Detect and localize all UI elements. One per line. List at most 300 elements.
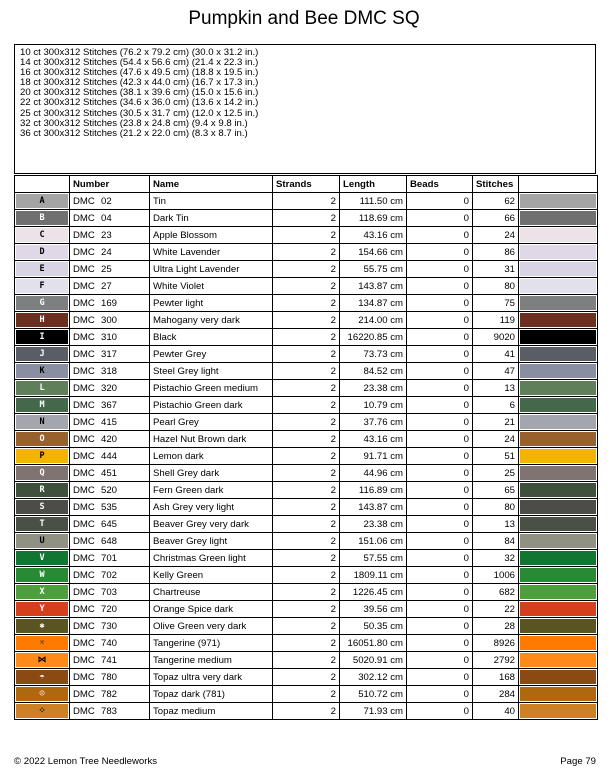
color-swatch [520, 704, 596, 718]
brand-label: DMC [73, 246, 95, 258]
brand-label: DMC [73, 263, 95, 275]
thread-number: 730 [101, 620, 118, 632]
length-cell: 43.16 cm [340, 227, 407, 244]
strands-cell: 2 [273, 652, 340, 669]
symbol-cell [15, 329, 70, 346]
name-cell: Chartreuse [150, 584, 273, 601]
symbol-cell [15, 703, 70, 720]
beads-cell: 0 [407, 601, 473, 618]
stitches-cell: 24 [473, 431, 519, 448]
thread-number: 702 [101, 569, 118, 581]
name-cell: Ash Grey very light [150, 499, 273, 516]
beads-cell: 0 [407, 227, 473, 244]
symbol-cell [15, 669, 70, 686]
color-swatch [520, 432, 596, 446]
swatch-cell [519, 686, 598, 703]
symbol-cell [15, 618, 70, 635]
symbol-box: A [16, 194, 68, 208]
brand-label: DMC [73, 450, 95, 462]
header-strands: Strands [273, 176, 340, 193]
thread-number: 645 [101, 518, 118, 530]
beads-cell: 0 [407, 652, 473, 669]
symbol-cell [15, 295, 70, 312]
symbol-cell [15, 244, 70, 261]
stitches-cell: 47 [473, 363, 519, 380]
thread-table [14, 175, 598, 720]
table-row [15, 329, 598, 346]
length-cell: 111.50 cm [340, 193, 407, 210]
page-number: Page 79 [560, 756, 596, 767]
fabric-size-line: 36 ct 300x312 Stitches (21.2 x 22.0 cm) (8.3 x 8.7 in.) [20, 127, 248, 139]
symbol-box: ☼ [16, 636, 68, 650]
number-cell [70, 363, 150, 380]
stitches-cell: 80 [473, 278, 519, 295]
number-cell [70, 533, 150, 550]
header-swatch [519, 176, 598, 193]
name-cell: Hazel Nut Brown dark [150, 431, 273, 448]
name-cell: Steel Grey light [150, 363, 273, 380]
length-cell: 116.89 cm [340, 482, 407, 499]
table-row [15, 465, 598, 482]
table-row [15, 363, 598, 380]
page-title: Pumpkin and Bee DMC SQ [188, 8, 420, 29]
copyright-text: © 2022 Lemon Tree Needleworks [14, 756, 158, 767]
beads-cell: 0 [407, 329, 473, 346]
symbol-cell [15, 550, 70, 567]
symbol-box: K [16, 364, 68, 378]
name-cell: Beaver Grey light [150, 533, 273, 550]
thread-number: 27 [101, 280, 112, 292]
length-cell: 5020.91 cm [340, 652, 407, 669]
brand-label: DMC [73, 688, 95, 700]
color-swatch [520, 670, 596, 684]
brand-label: DMC [73, 348, 95, 360]
fabric-size-line: 14 ct 300x312 Stitches (54.4 x 56.6 cm) (21.4 x 22.3 in.) [20, 57, 259, 69]
symbol-box: H [16, 313, 68, 327]
symbol-cell [15, 397, 70, 414]
strands-cell: 2 [273, 533, 340, 550]
symbol-cell [15, 227, 70, 244]
beads-cell: 0 [407, 448, 473, 465]
beads-cell: 0 [407, 516, 473, 533]
beads-cell: 0 [407, 584, 473, 601]
name-cell: Topaz ultra very dark [150, 669, 273, 686]
name-cell: Pewter Grey [150, 346, 273, 363]
length-cell: 71.93 cm [340, 703, 407, 720]
swatch-cell [519, 431, 598, 448]
swatch-cell [519, 295, 598, 312]
length-cell: 16051.80 cm [340, 635, 407, 652]
color-swatch [520, 381, 596, 395]
thread-number: 451 [101, 467, 118, 479]
length-cell: 91.71 cm [340, 448, 407, 465]
symbol-cell [15, 448, 70, 465]
table-row [15, 482, 598, 499]
table-row [15, 567, 598, 584]
color-swatch [520, 330, 596, 344]
color-swatch [520, 364, 596, 378]
strands-cell: 2 [273, 363, 340, 380]
table-header-row [15, 176, 598, 193]
swatch-cell [519, 516, 598, 533]
number-cell [70, 244, 150, 261]
beads-cell: 0 [407, 346, 473, 363]
fabric-size-line: 10 ct 300x312 Stitches (76.2 x 79.2 cm) (30.0 x 31.2 in.) [20, 47, 259, 58]
length-cell: 1226.45 cm [340, 584, 407, 601]
brand-label: DMC [73, 416, 95, 428]
stitches-cell: 84 [473, 533, 519, 550]
number-cell [70, 703, 150, 720]
name-cell: Black [150, 329, 273, 346]
number-cell [70, 635, 150, 652]
length-cell: 50.35 cm [340, 618, 407, 635]
stitches-cell: 24 [473, 227, 519, 244]
symbol-box: Q [16, 466, 68, 480]
stitches-cell: 9020 [473, 329, 519, 346]
length-cell: 57.55 cm [340, 550, 407, 567]
beads-cell: 0 [407, 193, 473, 210]
number-cell [70, 193, 150, 210]
table-row [15, 584, 598, 601]
brand-label: DMC [73, 535, 95, 547]
number-cell [70, 210, 150, 227]
thread-number: 169 [101, 297, 118, 309]
thread-number: 318 [101, 365, 118, 377]
table-row [15, 669, 598, 686]
name-cell: Mahogany very dark [150, 312, 273, 329]
thread-number: 520 [101, 484, 118, 496]
brand-label: DMC [73, 705, 95, 717]
number-cell [70, 312, 150, 329]
length-cell: 151.06 cm [340, 533, 407, 550]
beads-cell: 0 [407, 278, 473, 295]
number-cell [70, 346, 150, 363]
length-cell: 55.75 cm [340, 261, 407, 278]
thread-number: 740 [101, 637, 118, 649]
color-swatch [520, 313, 596, 327]
fabric-sizes-box [14, 44, 596, 174]
brand-label: DMC [73, 569, 95, 581]
symbol-box: N [16, 415, 68, 429]
symbol-cell [15, 686, 70, 703]
strands-cell: 2 [273, 601, 340, 618]
strands-cell: 2 [273, 329, 340, 346]
stitches-cell: 2792 [473, 652, 519, 669]
header-beads: Beads [407, 176, 473, 193]
brand-label: DMC [73, 229, 95, 241]
swatch-cell [519, 261, 598, 278]
swatch-cell [519, 193, 598, 210]
table-row [15, 227, 598, 244]
stitches-cell: 1006 [473, 567, 519, 584]
number-cell [70, 601, 150, 618]
symbol-box: W [16, 568, 68, 582]
strands-cell: 2 [273, 244, 340, 261]
brand-label: DMC [73, 212, 95, 224]
symbol-box: ☂ [16, 670, 68, 684]
table-row [15, 703, 598, 720]
swatch-cell [519, 210, 598, 227]
name-cell: Pistachio Green dark [150, 397, 273, 414]
length-cell: 510.72 cm [340, 686, 407, 703]
swatch-cell [519, 533, 598, 550]
brand-label: DMC [73, 586, 95, 598]
length-cell: 118.69 cm [340, 210, 407, 227]
fabric-size-line: 32 ct 300x312 Stitches (23.8 x 24.8 cm) (9.4 x 9.8 in.) [20, 117, 248, 129]
beads-cell: 0 [407, 567, 473, 584]
stitches-cell: 51 [473, 448, 519, 465]
thread-number: 720 [101, 603, 118, 615]
brand-label: DMC [73, 433, 95, 445]
symbol-box: ⋈ [16, 653, 68, 667]
color-swatch [520, 653, 596, 667]
swatch-cell [519, 227, 598, 244]
symbol-box: P [16, 449, 68, 463]
color-swatch [520, 415, 596, 429]
beads-cell: 0 [407, 210, 473, 227]
strands-cell: 2 [273, 499, 340, 516]
swatch-cell [519, 312, 598, 329]
symbol-box: L [16, 381, 68, 395]
symbol-cell [15, 431, 70, 448]
thread-number: 02 [101, 195, 112, 207]
brand-label: DMC [73, 280, 95, 292]
number-cell [70, 652, 150, 669]
brand-label: DMC [73, 365, 95, 377]
beads-cell: 0 [407, 431, 473, 448]
stitches-cell: 119 [473, 312, 519, 329]
number-cell [70, 278, 150, 295]
swatch-cell [519, 380, 598, 397]
table-row [15, 550, 598, 567]
thread-number: 25 [101, 263, 112, 275]
strands-cell: 2 [273, 703, 340, 720]
fabric-size-line: 20 ct 300x312 Stitches (38.1 x 39.6 cm) (15.0 x 15.6 in.) [20, 87, 259, 99]
stitches-cell: 62 [473, 193, 519, 210]
table-row [15, 618, 598, 635]
strands-cell: 2 [273, 210, 340, 227]
beads-cell: 0 [407, 295, 473, 312]
strands-cell: 2 [273, 567, 340, 584]
color-swatch [520, 585, 596, 599]
name-cell: Tangerine (971) [150, 635, 273, 652]
color-swatch [520, 568, 596, 582]
beads-cell: 0 [407, 414, 473, 431]
brand-label: DMC [73, 671, 95, 683]
strands-cell: 2 [273, 448, 340, 465]
swatch-cell [519, 363, 598, 380]
length-cell: 39.56 cm [340, 601, 407, 618]
beads-cell: 0 [407, 499, 473, 516]
beads-cell: 0 [407, 363, 473, 380]
table-row [15, 635, 598, 652]
symbol-box: ☺ [16, 687, 68, 701]
symbol-box: B [16, 211, 68, 225]
number-cell [70, 397, 150, 414]
symbol-box: U [16, 534, 68, 548]
name-cell: Topaz dark (781) [150, 686, 273, 703]
color-swatch [520, 534, 596, 548]
symbol-cell [15, 499, 70, 516]
thread-number: 420 [101, 433, 118, 445]
thread-number: 320 [101, 382, 118, 394]
table-row [15, 533, 598, 550]
color-swatch [520, 483, 596, 497]
number-cell [70, 669, 150, 686]
color-swatch [520, 398, 596, 412]
table-row [15, 261, 598, 278]
swatch-cell [519, 618, 598, 635]
strands-cell: 2 [273, 295, 340, 312]
strands-cell: 2 [273, 278, 340, 295]
thread-number: 23 [101, 229, 112, 241]
length-cell: 134.87 cm [340, 295, 407, 312]
strands-cell: 2 [273, 397, 340, 414]
length-cell: 84.52 cm [340, 363, 407, 380]
number-cell [70, 584, 150, 601]
thread-number: 317 [101, 348, 118, 360]
strands-cell: 2 [273, 669, 340, 686]
strands-cell: 2 [273, 516, 340, 533]
symbol-box: O [16, 432, 68, 446]
number-cell [70, 295, 150, 312]
thread-number: 741 [101, 654, 118, 666]
thread-number: 04 [101, 212, 112, 224]
stitches-cell: 682 [473, 584, 519, 601]
brand-label: DMC [73, 467, 95, 479]
length-cell: 16220.85 cm [340, 329, 407, 346]
number-cell [70, 499, 150, 516]
table-row [15, 193, 598, 210]
number-cell [70, 465, 150, 482]
stitches-cell: 21 [473, 414, 519, 431]
symbol-box: D [16, 245, 68, 259]
color-swatch [520, 619, 596, 633]
brand-label: DMC [73, 654, 95, 666]
length-cell: 73.73 cm [340, 346, 407, 363]
swatch-cell [519, 584, 598, 601]
thread-number: 535 [101, 501, 118, 513]
color-swatch [520, 296, 596, 310]
brand-label: DMC [73, 382, 95, 394]
stitches-cell: 6 [473, 397, 519, 414]
strands-cell: 2 [273, 465, 340, 482]
strands-cell: 2 [273, 414, 340, 431]
symbol-cell [15, 652, 70, 669]
number-cell [70, 414, 150, 431]
length-cell: 23.38 cm [340, 516, 407, 533]
color-swatch [520, 449, 596, 463]
stitches-cell: 13 [473, 380, 519, 397]
name-cell: Tangerine medium [150, 652, 273, 669]
strands-cell: 2 [273, 431, 340, 448]
stitches-cell: 31 [473, 261, 519, 278]
brand-label: DMC [73, 637, 95, 649]
beads-cell: 0 [407, 618, 473, 635]
thread-number: 782 [101, 688, 118, 700]
table-row [15, 431, 598, 448]
stitches-cell: 13 [473, 516, 519, 533]
stitches-cell: 168 [473, 669, 519, 686]
beads-cell: 0 [407, 635, 473, 652]
brand-label: DMC [73, 620, 95, 632]
swatch-cell [519, 244, 598, 261]
name-cell: Kelly Green [150, 567, 273, 584]
name-cell: Lemon dark [150, 448, 273, 465]
swatch-cell [519, 329, 598, 346]
number-cell [70, 482, 150, 499]
number-cell [70, 448, 150, 465]
color-swatch [520, 228, 596, 242]
stitches-cell: 75 [473, 295, 519, 312]
strands-cell: 2 [273, 482, 340, 499]
brand-label: DMC [73, 331, 95, 343]
table-row [15, 686, 598, 703]
number-cell [70, 227, 150, 244]
beads-cell: 0 [407, 397, 473, 414]
swatch-cell [519, 669, 598, 686]
length-cell: 23.38 cm [340, 380, 407, 397]
number-cell [70, 261, 150, 278]
length-cell: 302.12 cm [340, 669, 407, 686]
name-cell: White Lavender [150, 244, 273, 261]
number-cell [70, 516, 150, 533]
table-row [15, 414, 598, 431]
fabric-size-line: 25 ct 300x312 Stitches (30.5 x 31.7 cm) (12.0 x 12.5 in.) [20, 107, 259, 119]
symbol-cell [15, 414, 70, 431]
table-row [15, 499, 598, 516]
thread-number: 310 [101, 331, 118, 343]
brand-label: DMC [73, 399, 95, 411]
thread-number: 300 [101, 314, 118, 326]
length-cell: 43.16 cm [340, 431, 407, 448]
header-name: Name [150, 176, 273, 193]
symbol-cell [15, 210, 70, 227]
symbol-box: F [16, 279, 68, 293]
stitches-cell: 41 [473, 346, 519, 363]
swatch-cell [519, 652, 598, 669]
color-swatch [520, 245, 596, 259]
symbol-box: ✱ [16, 619, 68, 633]
stitches-cell: 65 [473, 482, 519, 499]
length-cell: 154.66 cm [340, 244, 407, 261]
color-swatch [520, 211, 596, 225]
symbol-box: S [16, 500, 68, 514]
length-cell: 44.96 cm [340, 465, 407, 482]
symbol-cell [15, 601, 70, 618]
stitches-cell: 40 [473, 703, 519, 720]
symbol-cell [15, 278, 70, 295]
strands-cell: 2 [273, 227, 340, 244]
name-cell: Tin [150, 193, 273, 210]
swatch-cell [519, 278, 598, 295]
symbol-cell [15, 346, 70, 363]
color-swatch [520, 687, 596, 701]
symbol-box: ⁘ [16, 704, 68, 718]
symbol-cell [15, 380, 70, 397]
color-swatch [520, 347, 596, 361]
color-swatch [520, 602, 596, 616]
length-cell: 214.00 cm [340, 312, 407, 329]
thread-number: 24 [101, 246, 112, 258]
swatch-cell [519, 482, 598, 499]
name-cell: Ultra Light Lavender [150, 261, 273, 278]
color-swatch [520, 517, 596, 531]
header-number: Number [70, 176, 150, 193]
brand-label: DMC [73, 195, 95, 207]
symbol-cell [15, 635, 70, 652]
thread-number: 780 [101, 671, 118, 683]
